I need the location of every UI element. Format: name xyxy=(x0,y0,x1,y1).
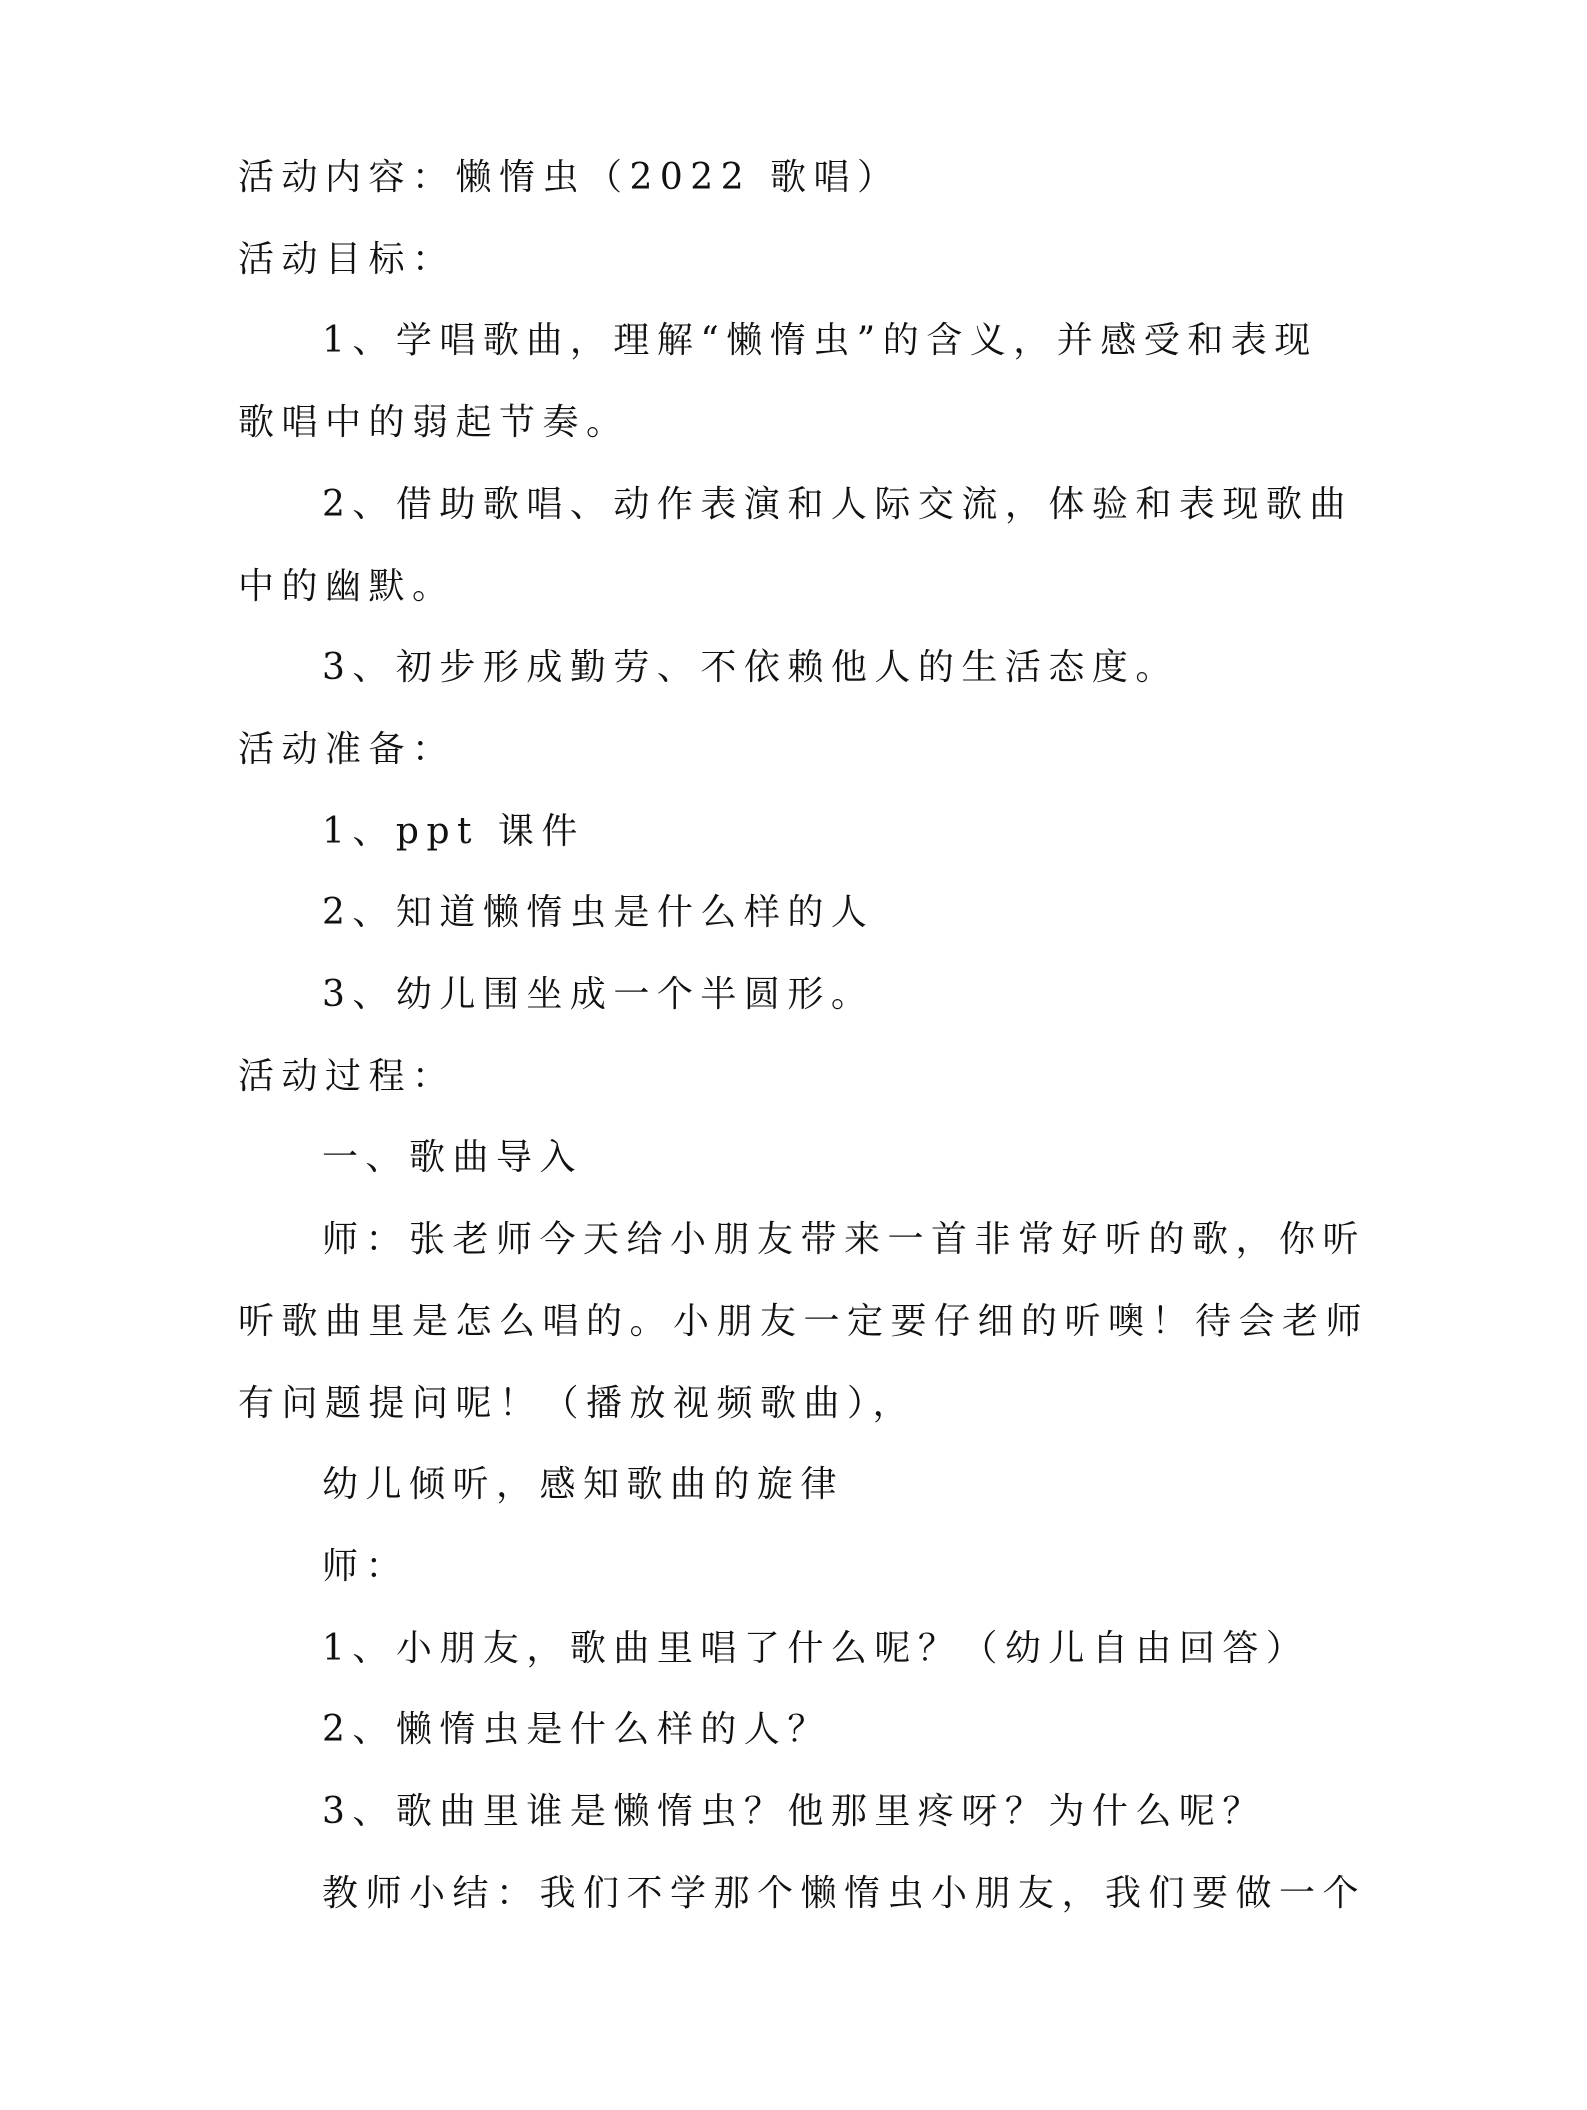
text-line: 中的幽默。 xyxy=(238,565,456,607)
text-line: 2、懒惰虫是什么样的人？ xyxy=(322,1709,831,1751)
text-line: 有问题提问呢！（播放视频歌曲）， xyxy=(238,1382,917,1424)
text-line: 1、学唱歌曲，理解“懒惰虫”的含义，并感受和表现 xyxy=(322,320,1318,362)
text-line: 师： xyxy=(322,1545,410,1587)
text-line: 教师小结：我们不学那个懒惰虫小朋友，我们要做一个 xyxy=(322,1872,1367,1914)
text-line: 听歌曲里是怎么唱的。小朋友一定要仔细的听噢！待会老师 xyxy=(238,1300,1370,1342)
text-line: 3、幼儿围坐成一个半圆形。 xyxy=(322,974,875,1015)
text-line: 1、ppt 课件 xyxy=(322,810,585,852)
text-line: 师：张老师今天给小朋友带来一首非常好听的歌，你听 xyxy=(322,1219,1367,1261)
text-line: 2、知道懒惰虫是什么样的人 xyxy=(322,892,875,934)
text-line: 活动准备： xyxy=(238,728,456,770)
text-line: 一、歌曲导入 xyxy=(322,1137,584,1179)
text-line: 1、小朋友，歌曲里唱了什么呢？（幼儿自由回答） xyxy=(322,1627,1310,1669)
text-line: 活动过程： xyxy=(238,1055,456,1097)
text-line: 活动目标： xyxy=(238,238,456,280)
text-line: 3、歌曲里谁是懒惰虫？他那里疼呀？为什么呢？ xyxy=(322,1791,1266,1832)
text-line: 2、借助歌唱、动作表演和人际交流，体验和表现歌曲 xyxy=(322,483,1353,525)
text-line: 歌唱中的弱起节奏。 xyxy=(238,402,630,444)
text-line: 活动内容：懒惰虫（2022 歌唱） xyxy=(238,157,901,198)
text-line: 幼儿倾听，感知歌曲的旋律 xyxy=(322,1464,845,1506)
text-line: 3、初步形成勤劳、不依赖他人的生活态度。 xyxy=(322,647,1179,689)
